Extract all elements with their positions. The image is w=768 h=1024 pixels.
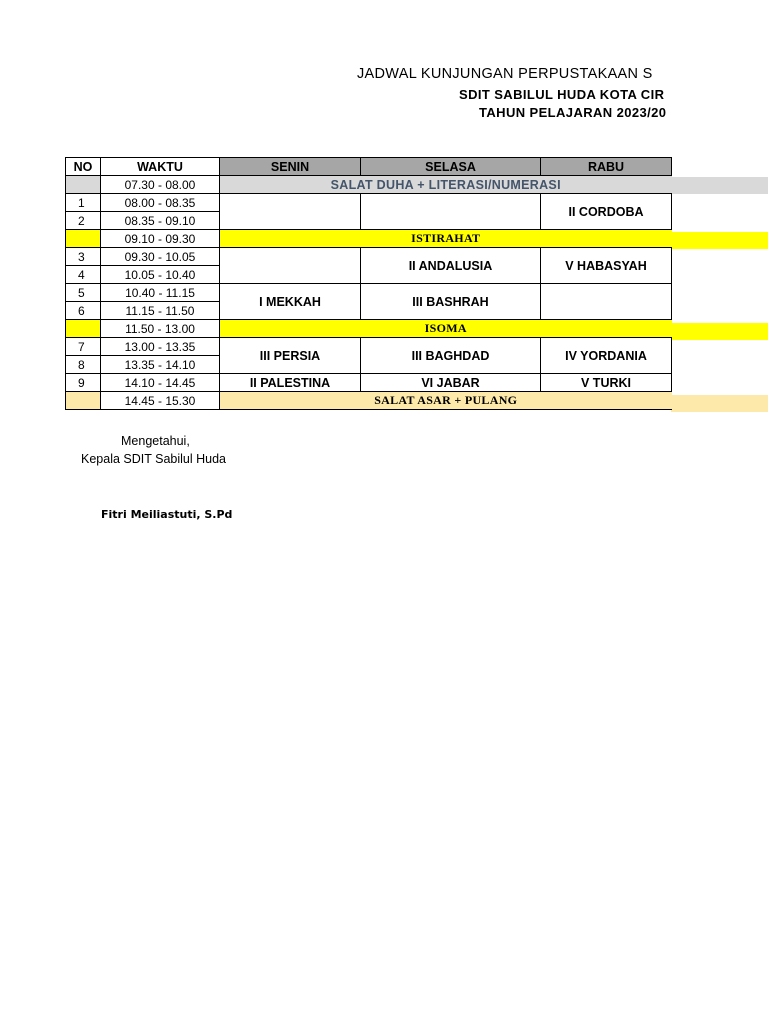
rabu-slot-9: V TURKI — [541, 374, 672, 392]
isoma-band: ISOMA — [220, 320, 672, 338]
table-row — [66, 284, 672, 302]
row-number: 5 — [66, 284, 101, 302]
senin-slot-9: II PALESTINA — [220, 374, 361, 392]
selasa-slot-1-2 — [361, 194, 541, 230]
time-slot: 08.00 - 08.35 — [101, 194, 220, 212]
table-row — [66, 230, 672, 248]
table-row — [66, 194, 672, 212]
time-slot: 14.10 - 14.45 — [101, 374, 220, 392]
schedule-title: JADWAL KUNJUNGAN PERPUSTAKAAN S — [357, 66, 653, 82]
selasa-slot-9: VI JABAR — [361, 374, 541, 392]
row-number: 4 — [66, 266, 101, 284]
column-header-no: NO — [66, 158, 101, 176]
table-row — [66, 392, 672, 410]
principal-name: Fitri Meiliastuti, S.Pd — [101, 508, 233, 521]
time-slot: 09.30 - 10.05 — [101, 248, 220, 266]
time-slot: 13.35 - 14.10 — [101, 356, 220, 374]
istirahat-band-extension — [671, 232, 768, 249]
academic-year: TAHUN PELAJARAN 2023/20 — [479, 105, 667, 120]
row-number: 9 — [66, 374, 101, 392]
row-number — [66, 230, 101, 248]
row-number — [66, 320, 101, 338]
acknowledge-label: Mengetahui, — [121, 434, 190, 448]
time-slot: 07.30 - 08.00 — [101, 176, 220, 194]
table-row — [66, 176, 672, 194]
time-slot: 14.45 - 15.30 — [101, 392, 220, 410]
table-row — [66, 320, 672, 338]
selasa-slot-3-4: II ANDALUSIA — [361, 248, 541, 284]
rabu-slot-1-2: II CORDOBA — [541, 194, 672, 230]
row-number — [66, 176, 101, 194]
principal-position: Kepala SDIT Sabilul Huda — [81, 452, 226, 466]
time-slot: 09.10 - 09.30 — [101, 230, 220, 248]
senin-slot-1-2 — [220, 194, 361, 230]
time-slot: 08.35 - 09.10 — [101, 212, 220, 230]
selasa-slot-7-8: III BAGHDAD — [361, 338, 541, 374]
rabu-slot-7-8: IV YORDANIA — [541, 338, 672, 374]
time-slot: 11.50 - 13.00 — [101, 320, 220, 338]
row-number: 6 — [66, 302, 101, 320]
asar-band-extension — [671, 395, 768, 412]
rabu-slot-5-6 — [541, 284, 672, 320]
istirahat-band: ISTIRAHAT — [220, 230, 672, 248]
column-header-selasa: SELASA — [361, 158, 541, 176]
column-header-rabu: RABU — [541, 158, 672, 176]
row-number: 7 — [66, 338, 101, 356]
column-header-waktu: WAKTU — [101, 158, 220, 176]
row-number: 1 — [66, 194, 101, 212]
senin-slot-7-8: III PERSIA — [220, 338, 361, 374]
row-number — [66, 392, 101, 410]
duha-band-extension — [671, 177, 768, 194]
table-header-row — [66, 158, 672, 176]
time-slot: 10.40 - 11.15 — [101, 284, 220, 302]
time-slot: 11.15 - 11.50 — [101, 302, 220, 320]
column-header-senin: SENIN — [220, 158, 361, 176]
selasa-slot-5-6: III BASHRAH — [361, 284, 541, 320]
schedule-table — [65, 157, 672, 410]
row-number: 8 — [66, 356, 101, 374]
asar-band: SALAT ASAR + PULANG — [220, 392, 672, 410]
row-number: 3 — [66, 248, 101, 266]
table-row — [66, 248, 672, 266]
school-name: SDIT SABILUL HUDA KOTA CIR — [459, 87, 665, 102]
row-number: 2 — [66, 212, 101, 230]
senin-slot-3-4 — [220, 248, 361, 284]
duha-band: SALAT DUHA + LITERASI/NUMERASI — [220, 176, 672, 194]
table-row — [66, 374, 672, 392]
senin-slot-5-6: I MEKKAH — [220, 284, 361, 320]
table-row — [66, 338, 672, 356]
time-slot: 13.00 - 13.35 — [101, 338, 220, 356]
isoma-band-extension — [671, 323, 768, 340]
time-slot: 10.05 - 10.40 — [101, 266, 220, 284]
rabu-slot-3-4: V HABASYAH — [541, 248, 672, 284]
